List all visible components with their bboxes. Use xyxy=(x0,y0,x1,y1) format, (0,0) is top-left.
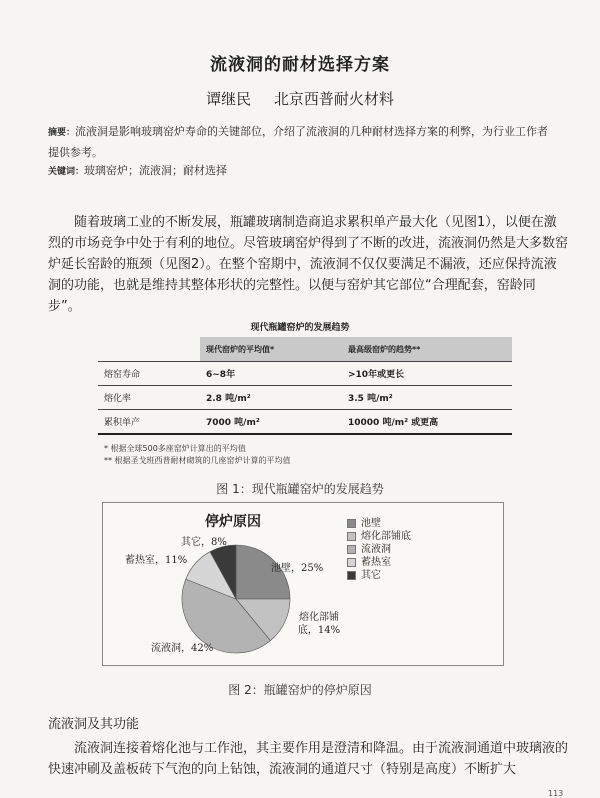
table-cell: 累积单产 xyxy=(98,410,200,435)
table-row xyxy=(98,362,512,386)
chart-title: 停炉原因 xyxy=(205,514,261,530)
table-cell: >10年或更长 xyxy=(342,362,512,386)
abstract-label: 摘要： xyxy=(48,128,76,138)
table-row xyxy=(98,386,512,410)
slice-label-throat: 流液洞，42% xyxy=(151,643,214,654)
table-cell: 3.5 吨/m² xyxy=(342,386,512,410)
legend-label: 流液洞 xyxy=(361,544,391,555)
legend-swatch xyxy=(347,519,356,528)
legend-item xyxy=(347,530,411,543)
slice-label-melter-bottom: 熔化部铺底，14% xyxy=(297,612,341,636)
table-note-1: * 根据全球500多座窑炉计算出的平均值 xyxy=(104,444,246,453)
table-title: 现代瓶罐窑炉的发展趋势 xyxy=(250,323,350,333)
table-cell: 熔窑寿命 xyxy=(98,362,200,386)
page-number: 113 xyxy=(548,789,564,798)
slice-label-wall: 池壁，25% xyxy=(271,563,324,574)
table-header-cell: 最高级窑炉的趋势** xyxy=(342,337,512,362)
pie-chart-frame xyxy=(102,502,504,666)
table-cell: 7000 吨/m² xyxy=(200,410,342,435)
legend-item xyxy=(347,569,411,582)
table-header-cell: 现代窑炉的平均值* xyxy=(200,337,342,362)
table-header-cell xyxy=(98,337,200,362)
slice-label-other: 其它，8% xyxy=(181,537,227,548)
section-heading: 流液洞及其功能 xyxy=(48,717,140,732)
table-note-2: ** 根据圣戈班西普耐材砌筑的几座窑炉计算的平均值 xyxy=(104,456,291,465)
table-cell: 2.8 吨/m² xyxy=(200,386,342,410)
legend-swatch xyxy=(347,545,356,554)
table-cell: 6~8年 xyxy=(200,362,342,386)
body-paragraph-2: 流液洞连接着熔化池与工作池，其主要作用是澄清和降温。由于流液洞通道中玻璃液的快速冲刷及盖板砖下气泡的向上钻蚀，流液洞的通道尺寸（特别是高度）不断扩大 xyxy=(48,741,569,777)
paper-title: 流液洞的耐材选择方案 xyxy=(210,55,390,75)
author-affiliation: 北京西普耐火材料 xyxy=(273,90,394,108)
legend-label: 蓄热室 xyxy=(361,557,391,568)
trend-table xyxy=(98,337,512,435)
figure-1-caption: 图 1：现代瓶罐窑炉的发展趋势 xyxy=(216,482,384,496)
legend-item xyxy=(347,556,411,569)
table-row xyxy=(98,410,512,435)
legend-label: 池壁 xyxy=(361,518,381,529)
legend-swatch xyxy=(347,558,356,567)
author-line xyxy=(0,88,600,109)
table-header-row xyxy=(98,337,512,362)
table-cell: 熔化率 xyxy=(98,386,200,410)
legend-swatch xyxy=(347,532,356,541)
author-name: 谭继民 xyxy=(206,90,252,108)
body-paragraph-1: 随着玻璃工业的不断发展，瓶罐玻璃制造商追求累积单产最大化（见图1），以便在激烈的市场竞争中处于有利的地位。尽管玻璃窑炉得到了不断的改进，流液洞仍然是大多数窑炉延长窑龄的瓶颈（见图2）。在整个窑期中，流液洞不仅仅要满足不漏液，还应保持流液洞的功能，也就是维持其整体形状的完整性。以便与窑炉其它部位“合理配套，窑龄同步”。 xyxy=(48,215,569,314)
keywords-label: 关键词： xyxy=(48,167,85,177)
slice-label-regenerator: 蓄热室，11% xyxy=(125,555,188,566)
legend-label: 其它 xyxy=(361,570,381,581)
figure-2-caption: 图 2：瓶罐窑炉的停炉原因 xyxy=(228,683,372,697)
keywords xyxy=(48,162,227,178)
abstract xyxy=(48,122,558,162)
legend-item xyxy=(347,517,411,530)
abstract-text: 流液洞是影响玻璃窑炉寿命的关键部位，介绍了流液洞的几种耐材选择方案的利弊，为行业工作者提供参考。 xyxy=(48,125,549,159)
legend-label: 熔化部铺底 xyxy=(361,531,411,542)
legend-item xyxy=(347,543,411,556)
keywords-text: 玻璃窑炉；流液洞；耐材选择 xyxy=(84,164,228,177)
chart-legend xyxy=(347,517,411,582)
table-cell: 10000 吨/m² 或更高 xyxy=(342,410,512,435)
legend-swatch xyxy=(347,571,356,580)
